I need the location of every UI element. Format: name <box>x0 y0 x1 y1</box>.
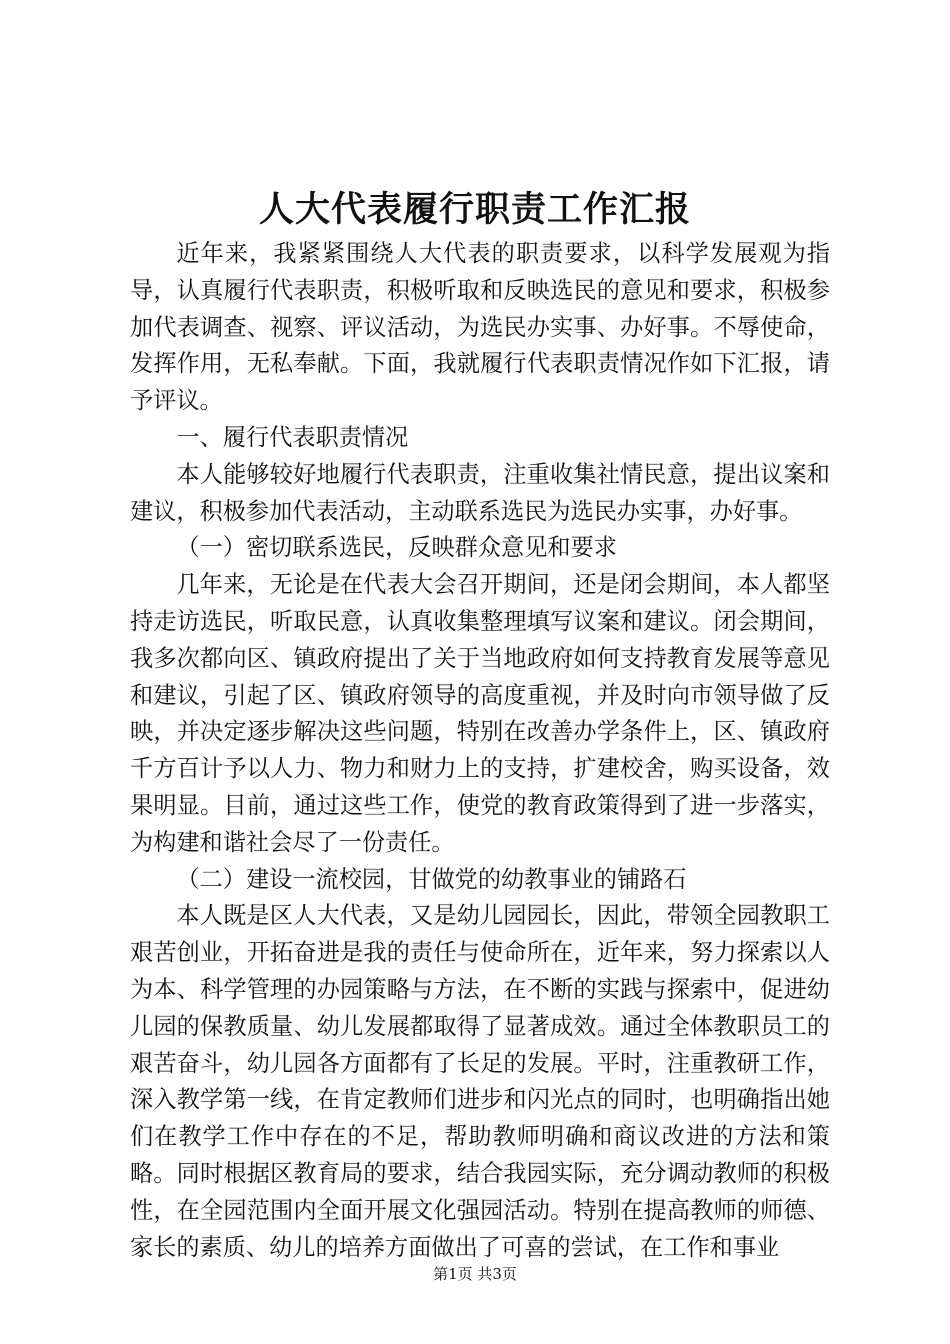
section-heading-1: 一、履行代表职责情况 <box>176 423 409 451</box>
paragraph-intro: 近年来，我紧紧围绕人大代表的职责要求，以科学发展观为指导，认真履行代表职责，积极听取和反映选民的意见和要求，积极参加代表调查、视察、评议活动，为选民办实事、办好事。不辱使命，发挥作用，无私奉献。下面，我就履行代表职责情况作如下汇报，请予评议。 <box>130 240 830 415</box>
paragraph-subsection-1: 几年来，无论是在代表大会召开期间，还是闭会期间，本人都坚持走访选民，听取民意，认真收集整理填写议案和建议。闭会期间，我多次都向区、镇政府提出了关于当地政府如何支持教育发展等意见和建议，引起了区、镇政府领导的高度重视，并及时向市领导做了反映，并决定逐步解决这些问题，特别在改善办学条件上，区、镇政府千方百计予以人力、物力和财力上的支持，扩建校舍，购买设备，效果明显。目前，通过这些工作，使党的教育政策得到了进一步落实，为构建和谐社会尽了一份责任。 <box>130 571 830 856</box>
document-title: 人大代表履行职责工作汇报 <box>258 189 691 230</box>
paragraph-section-1: 本人能够较好地履行代表职责，注重收集社情民意，提出议案和建议，积极参加代表活动，主动联系选民为选民办实事，办好事。 <box>130 460 830 525</box>
document-body <box>130 236 830 1266</box>
paragraph-subsection-2: 本人既是区人大代表，又是幼儿园园长，因此，带领全园教职工艰苦创业，开拓奋进是我的责任与使命所在，近年来，努力探索以人为本、科学管理的办园策略与方法，在不断的实践与探索中，促进幼儿园的保教质量、幼儿发展都取得了显著成效。通过全体教职员工的艰苦奋斗，幼儿园各方面都有了长足的发展。平时，注重教研工作，深入教学第一线，在肯定教师们进步和闪光点的同时，也明确指出她们在教学工作中存在的不足，帮助教师明确和商议改进的方法和策略。同时根据区教育局的要求，结合我园实际，充分调动教师的积极性，在全园范围内全面开展文化强园活动。特别在提高教师的师德、家长的素质、幼儿的培养方面做出了可喜的尝试，在工作和事业 <box>130 902 830 1261</box>
subsection-heading-2: （二）建设一流校园，甘做党的幼教事业的铺路石 <box>176 865 687 893</box>
subsection-heading-1: （一）密切联系选民，反映群众意见和要求 <box>176 534 617 562</box>
page-footer: 第1页 共3页 <box>433 1265 517 1283</box>
